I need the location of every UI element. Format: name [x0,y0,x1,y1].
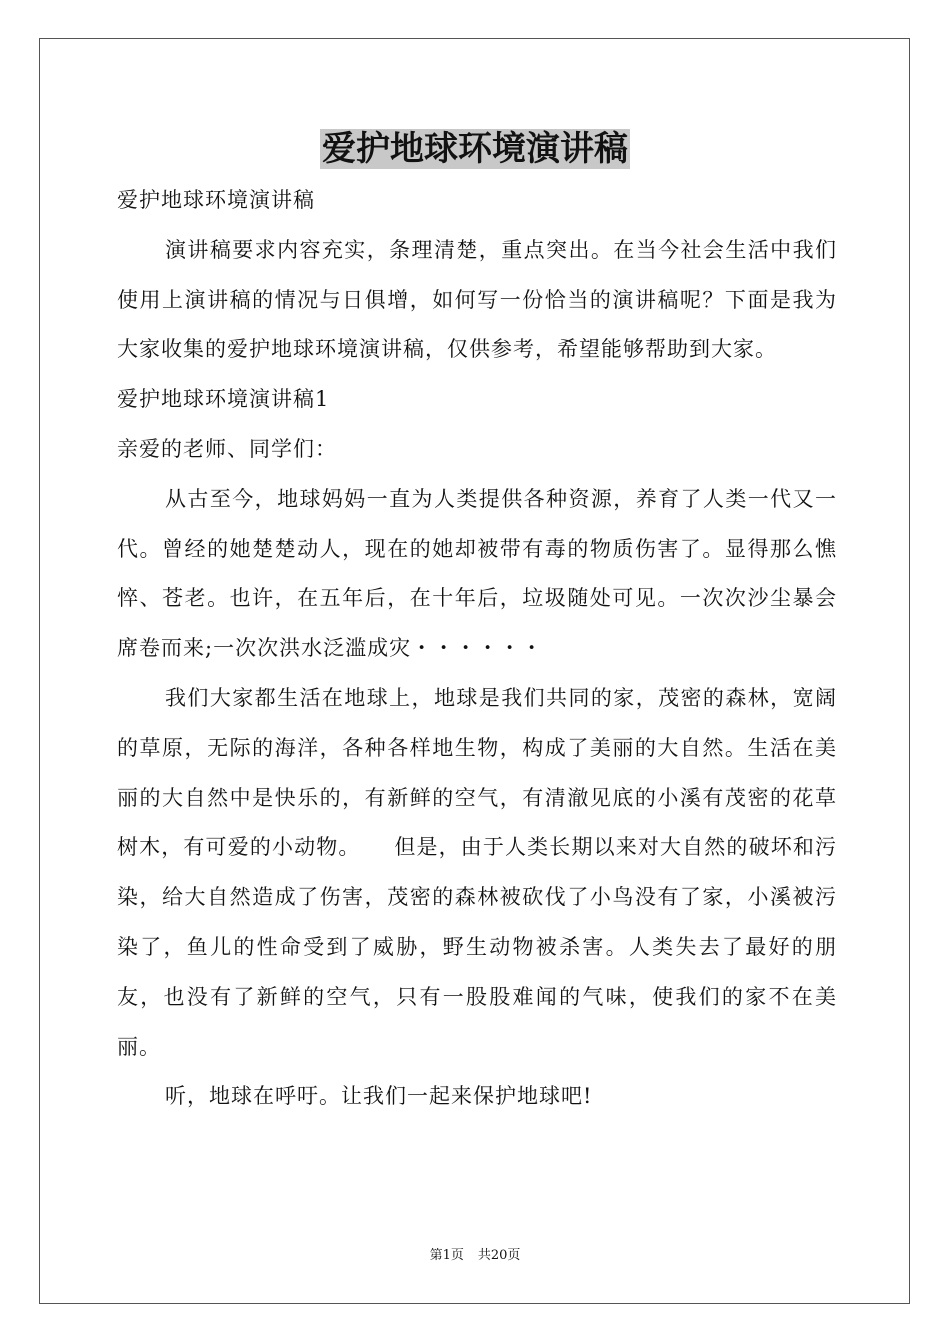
document-title-text: 爱护地球环境演讲稿 [322,129,628,169]
document-body [117,176,837,1122]
paragraph: 从古至今，地球妈妈一直为人类提供各种资源，养育了人类一代又一代。曾经的她楚楚动人，现在的她却被带有毒的物质伤害了。显得那么憔悴、苍老。也许，在五年后，在十年后，垃圾随处可见。一次次沙尘暴会席卷而来;一次次洪水泛滥成灾・・・・・・ [117,486,837,661]
paragraph: 爱护地球环境演讲稿 [117,188,315,212]
page-number: 第1页 [429,1248,464,1263]
paragraph: 我们大家都生活在地球上，地球是我们共同的家，茂密的森林，宽阔的草原，无际的海洋，各种各样地生物，构成了美丽的大自然。生活在美丽的大自然中是快乐的，有新鲜的空气，有清澈见底的小溪有茂密的花草树木，有可爱的小动物。 但是，由于人类长期以来对大自然的破坏和污染，给大自然造成了伤害，茂密的森林被砍伐了小鸟没有了家，小溪被污染了，鱼儿的性命受到了威胁，野生动物被杀害。人类失去了最好的朋友，也没有了新鲜的空气，只有一股股难闻的气味，使我们的家不在美丽。 [117,685,837,1059]
paragraph: 爱护地球环境演讲稿1 [117,387,330,412]
document-title [0,126,950,172]
paragraph: 亲爱的老师、同学们： [117,436,337,461]
paragraph: 演讲稿要求内容充实，条理清楚，重点突出。在当今社会生活中我们使用上演讲稿的情况与日俱增，如何写一份恰当的演讲稿呢？下面是我为大家收集的爱护地球环境演讲稿，仅供参考，希望能够帮助到大家。 [117,237,837,362]
paragraph: 听，地球在呼吁。让我们一起来保护地球吧! [165,1084,593,1109]
page-footer [0,1247,950,1265]
total-pages: 共20页 [477,1248,521,1263]
